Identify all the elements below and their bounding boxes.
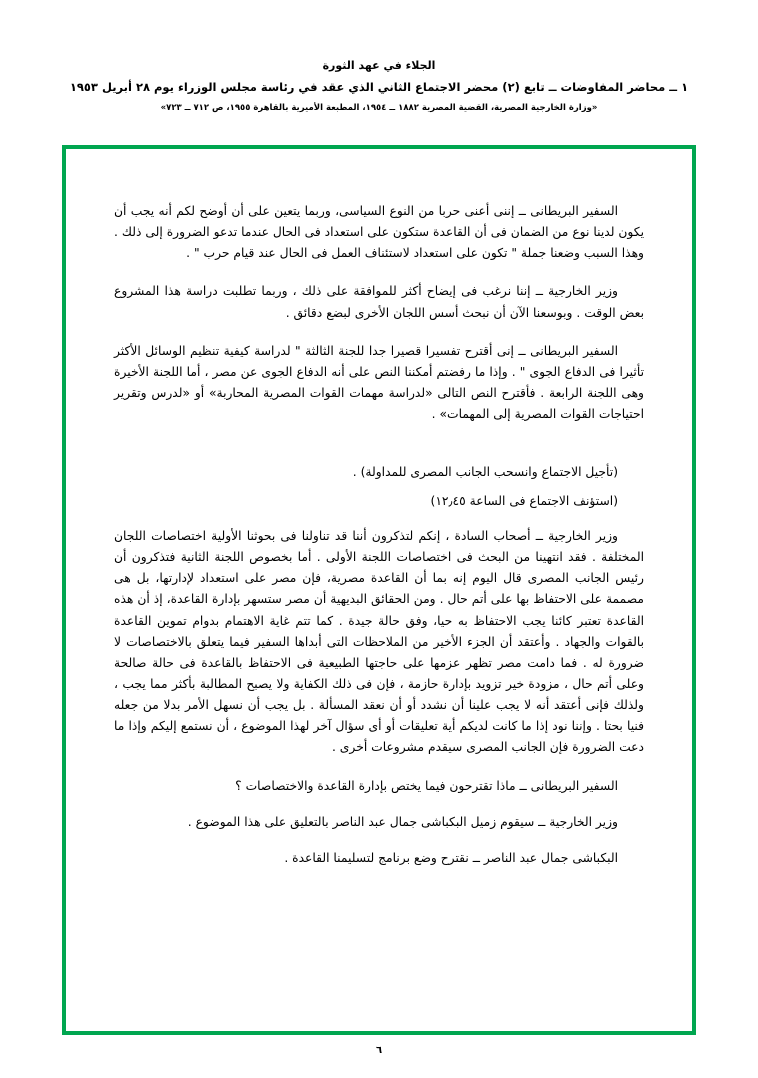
paragraph: السفير البريطانى ــ إنى أقترح تفسيرا قصيرا جدا للجنة الثالثة " لدراسة كيفية تنظيم الوسائل الأكثر تأثيرا فى الدفاع الجوى " . وإذا ما رفضتم أمكننا النص على أنه الدفاع الجوى عن مصر ، أما اللجنة الأخيرة وهى اللجنة الرابعة . فأقترح النص التالى «لدراسة مهمات القوات المصرية المحاربة» أو «لدرس وتقرير احتياجات القوات المصرية إلى المهمات» .: [114, 343, 644, 422]
spacer: [114, 436, 644, 448]
document-header: [0, 0, 758, 114]
content-body: [66, 149, 692, 908]
paragraph: السفير البريطانى ــ إننى أعنى حربا من النوع السياسى، وربما يتعين على أن أوضح لكم أنه يجب أن يكون لدينا نوع من الضمان فى أن القاعدة ستكون على استعداد فى الحال عندما تدعو الضرورة إلى ذلك . وهذا السبب وضعنا جملة " تكون على استعداد لاستئناف العمل فى الحال عند قيام حرب " .: [114, 204, 644, 261]
page-number: ٦: [375, 1045, 383, 1056]
stage-direction: (تأجيل الاجتماع وانسحب الجانب المصرى للمداولة) .: [352, 465, 618, 480]
bordered-content-frame: [62, 145, 696, 1035]
paragraph: السفير البريطانى ــ ماذا تقترحون فيما يختص بإدارة القاعدة والاختصاصات ؟: [235, 778, 618, 793]
stage-direction: (استؤنف الاجتماع فى الساعة ١٢٫٤٥): [430, 494, 618, 509]
document-subtitle: ١ ــ محاضر المفاوضات ــ تابع (٢) محضر الاجتماع الثاني الذي عقد في رئاسة مجلس الوزراء يوم ٢٨ أبريل ١٩٥٣: [69, 80, 689, 95]
paragraph: وزير الخارجية ــ سيقوم زميل البكباشى جمال عبد الناصر بالتعليق على هذا الموضوع .: [187, 814, 618, 829]
document-title: الجلاء في عهد الثورة: [322, 59, 436, 72]
document-source-citation: «وزارة الخارجية المصرية، القضية المصرية ١٨٨٢ ــ ١٩٥٤، المطبعة الأميرية بالقاهرة ١٩٥٥، ص ٧١٢ ــ ٧٢٣»: [160, 102, 598, 113]
paragraph: وزير الخارجية ــ أصحاب السادة ، إنكم لتذكرون أننا قد تناولنا فى بحوثنا الأولية اختصاصات اللجان المختلفة . فقد انتهينا من البحث فى اختصاصات اللجنة الأولى . أما بخصوص اللجنة الثانية فتذكرون أن رئيس الجانب المصرى قال اليوم إنه بما أن القاعدة مصرية، فإن مصر على استعداد لإدارتها، بل هى مصممة على الاحتفاظ بها على أتم حال . ومن الحقائق البديهية أن مصر ستسهر بإدارة القاعدة، إذ أن هذه القاعدة تعتبر كائنا يجب الاحتفاظ به حيا، وفق حالة جيدة . كما تتم غاية الاهتمام بدوام تموين القاعدة بالقوات والجهاد . وأعتقد أن الجزء الأخير من الملاحظات التى أبداها السفير فيما يتعلق بالاختصاصات لا ضرورة له . فما دامت مصر تظهر عزمها على حاجتها الطبيعية فى الاحتفاظ بالقاعدة فى حالة صالحة وعلى أتم حال ، مزودة خير تزويد بإدارة حازمة ، فإن فى ذلك الكفاية ولا يصبح المطالبة بأكثر مما يجب ، ولذلك فإنى أعتقد أنه لا يجب علينا أن نشدد أو أن نعقد المسألة . بل يجب أن نسهل الأمر بدلا من جعله فنيا بحتا . وإننا نود إذا ما كانت لديكم أية تعليقات أو أى سؤال آخر لهذا الموضوع ، أن نستمع إليكم وإذا ما دعت الضرورة فإن الجانب المصرى سيقدم مشروعات أخرى .: [114, 529, 644, 755]
paragraph: وزير الخارجية ــ إننا نرغب فى إيضاح أكثر للموافقة على ذلك ، وربما تطلبت دراسة هذا المشروع بعض الوقت . وبوسعنا الآن أن نبحث أسس اللجان الأخرى لبضع دقائق .: [114, 284, 644, 320]
paragraph: البكباشى جمال عبد الناصر ــ نقترح وضع برنامج لتسليمنا القاعدة .: [284, 850, 618, 865]
